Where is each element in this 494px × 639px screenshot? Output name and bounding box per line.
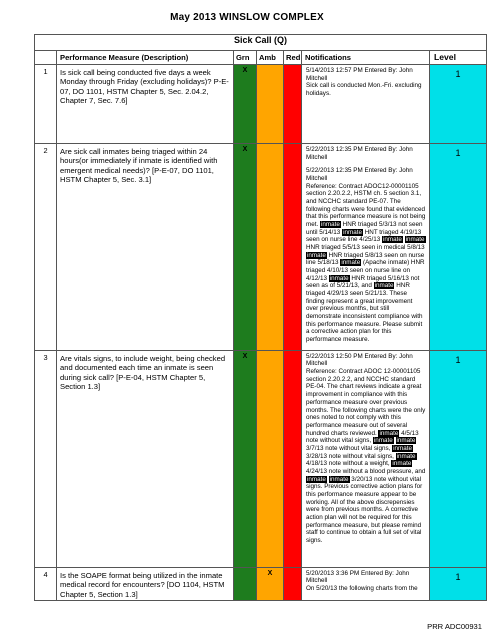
level-cell: 1 <box>430 65 487 144</box>
notif-text <box>306 570 426 593</box>
table-row <box>35 350 487 567</box>
notif-paragraph <box>306 146 426 161</box>
redaction-box: inmate <box>307 475 326 483</box>
row-number: 2 <box>35 144 57 351</box>
notif-paragraph <box>306 353 426 545</box>
redaction-box: inmate <box>393 444 413 452</box>
redaction-box: inmate <box>329 274 349 282</box>
green-cell: X <box>234 144 257 351</box>
redaction-box: inmate <box>396 452 416 460</box>
performance-table <box>34 34 487 601</box>
row-number: 3 <box>35 350 57 567</box>
row-notifications <box>302 65 430 144</box>
notif-text <box>306 67 426 98</box>
row-measure: Is the SOAPE format being utilized in the inmate medical record for encounters? [DO 1104, HSTM Chapter 5, Section 1.3] <box>57 567 234 600</box>
amber-cell <box>257 144 284 351</box>
page-title: May 2013 WINSLOW COMPLEX <box>170 12 324 23</box>
green-cell <box>234 567 257 600</box>
section-title: Sick Call (Q) <box>35 35 487 51</box>
row-measure: Is sick call being conducted five days a week Monday through Friday (excluding holidays)? P-E-07, DO 1101, HSTM Chapter 5, Sec. 2.04.2, Chapter 7, Sec. 7.6] <box>57 65 234 144</box>
redaction-box: inmate <box>321 221 340 229</box>
row-measure: Are sick call inmates being triaged within 24 hours(or immediately if inmate is identified with emergent medical needs)? [P-E-07, DO 1101, HSTM Chapter 5, Sec. 3.1] <box>57 144 234 351</box>
red-cell <box>284 144 302 351</box>
amber-cell <box>257 65 284 144</box>
green-cell: X <box>234 65 257 144</box>
red-cell <box>284 65 302 144</box>
redaction-box: inmate <box>379 429 399 437</box>
notif-text <box>306 146 426 344</box>
table-row <box>35 144 487 351</box>
notif-line: 5/22/2013 12:35 PM Entered By: John Mitchell Reference: Contract ADOC12-00001105 section 2.20.2.2, HSTM ch. 5 section 3.1, and NCCHC standard PE-07. The following charts were found that evidenced that this performance measure is not being met. inmate HNR triaged 5/3/13 not seen until 5/14/13 inmate HNT triaged 4/19/13 seen on nurse line 4/25/13 inmate inmate HNR triaged 5/5/13 seen in medical 5/8/13 inmate HNR triaged 5/8/13 seen on nurse line 5/18/13 inmate (Apache inmate) HNR triaged 4/10/13 seen on nurse line on 4/12/13 inmate HNR triaged 5/16/13 not seen as of 5/21/13, and inmate HNR triaged 4/29/13 seen 5/21/13. These finding represent a great improvement over previous months, but still demonstrate inconsistent compliance with this performance measure. Please submit a corrective action plan for this performance measure. <box>306 167 426 344</box>
redaction-box: inmate <box>396 437 416 445</box>
redaction-box: inmate <box>373 437 393 445</box>
page-footer: PRR ADC00931 <box>427 622 482 631</box>
level-cell: 1 <box>430 350 487 567</box>
green-cell: X <box>234 350 257 567</box>
notif-paragraph <box>306 570 426 593</box>
redaction-box: inmate <box>307 251 326 259</box>
row-notifications <box>302 567 430 600</box>
header-red: Red <box>284 51 302 65</box>
redaction-box: inmate <box>405 236 425 244</box>
redaction-box: inmate <box>343 228 362 236</box>
amber-cell <box>257 350 284 567</box>
red-cell <box>284 350 302 567</box>
row-notifications <box>302 144 430 351</box>
redaction-box: inmate <box>329 475 349 483</box>
notif-line: 5/22/2013 12:35 PM Entered By: John Mitchell <box>306 146 413 161</box>
row-measure: Are vitals signs, to include weight, being checked and documented each time an inmate is seen during sick call? [P-E-04, HSTM Chapter 5, Section 1.3] <box>57 350 234 567</box>
header-measure: Performance Measure (Description) <box>57 51 234 65</box>
table-row <box>35 65 487 144</box>
table-row <box>35 567 487 600</box>
row-notifications <box>302 350 430 567</box>
red-cell <box>284 567 302 600</box>
level-cell: 1 <box>430 567 487 600</box>
level-cell: 1 <box>430 144 487 351</box>
notif-line: 5/20/2013 3:36 PM Entered By: John Mitchell On 5/20/13 the following charts from the <box>306 569 418 593</box>
row-number: 4 <box>35 567 57 600</box>
redaction-box: inmate <box>341 259 361 267</box>
amber-cell: X <box>257 567 284 600</box>
header-amb: Amb <box>257 51 284 65</box>
redaction-box: inmate <box>382 236 402 244</box>
header-level: Level <box>430 51 487 65</box>
header-grn: Grn <box>234 51 257 65</box>
header-notifications: Notifications <box>302 51 430 65</box>
redaction-box: inmate <box>392 460 412 468</box>
notif-paragraph <box>306 67 426 98</box>
redaction-box: inmate <box>374 282 394 290</box>
notif-line: 5/22/2013 12:50 PM Entered By: John Mitchell Reference: Contract ADOC 12-00001105 section 2.20.2.2, and NCCHC standard PE-04. The chart reviews indicate a great improvement in compliance with this performance measure over previous months. The following charts were the only ones noted to not comply with this performance measure out of several hundred charts reviewed. inmate 4/5/13 note without vital signs, inmate inmate 3/7/13 note without vital signs, inmate 3/28/13 note without vital signs, inmate 4/18/13 note without a weight, inmate 4/24/13 note without a blood pressure, and inmate inmate 3/20/13 note without vital signs. Previous corrective action plans for this performance measure appear to be working. All of the above discrepensies were from previous months. A corrective action plan will not be required for this performance measure, but please remind staff to continue to obtain a full set of vital signs. <box>306 352 426 544</box>
notif-text <box>306 353 426 545</box>
header-row <box>35 51 487 65</box>
row-number: 1 <box>35 65 57 144</box>
header-num <box>35 51 57 65</box>
notif-line: 5/14/2013 12:57 PM Entered By: John Mitchell Sick call is conducted Mon.-Fri. excluding holidays. <box>306 67 422 98</box>
notif-paragraph <box>306 167 426 343</box>
